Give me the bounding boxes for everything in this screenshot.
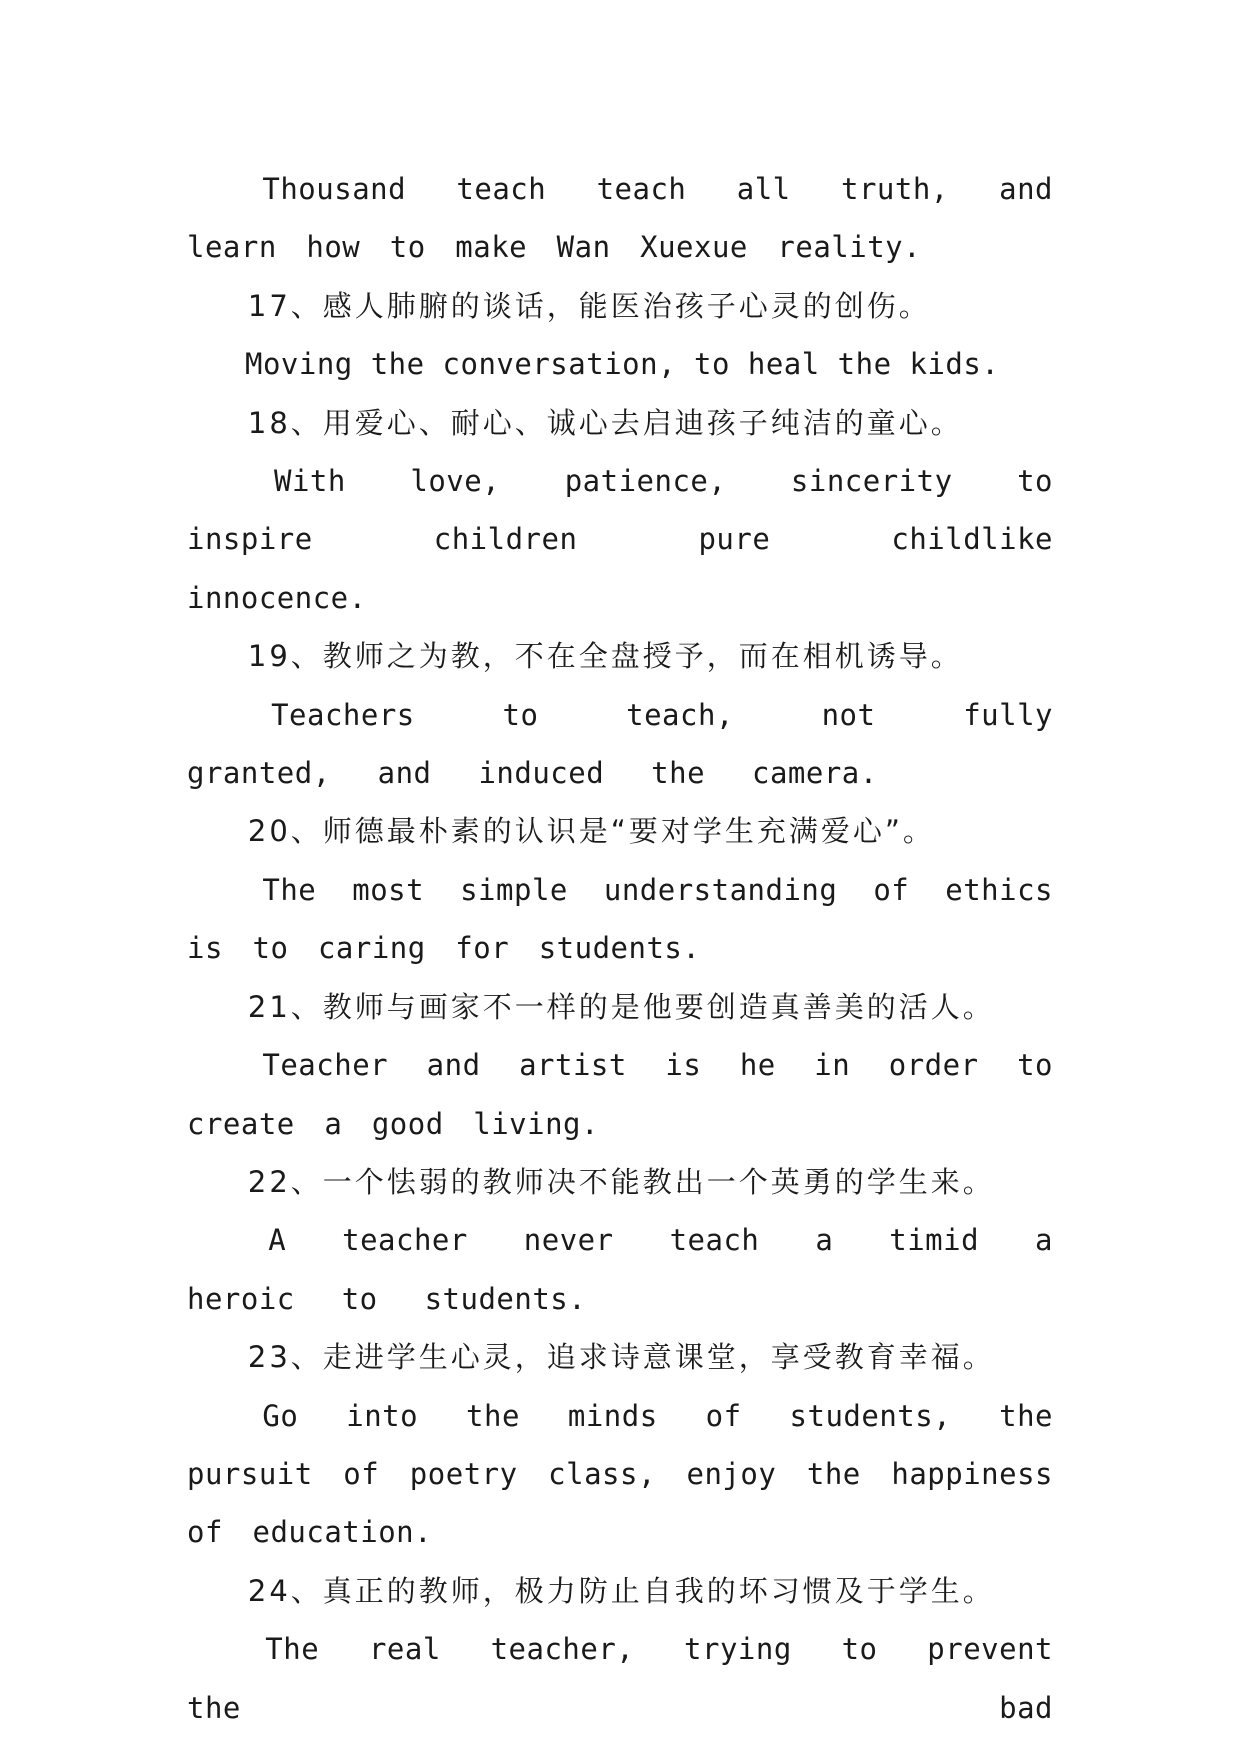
chinese-paragraph: 21、教师与画家不一样的是他要创造真善美的活人。 bbox=[247, 989, 995, 1024]
english-paragraph: Moving the conversation, to heal the kids. bbox=[245, 347, 1000, 382]
chinese-paragraph: 20、师德最朴素的认识是“要对学生充满爱心”。 bbox=[247, 814, 935, 849]
chinese-paragraph: 18、用爱心、耐心、诚心去启迪孩子纯洁的童心。 bbox=[247, 405, 963, 440]
english-paragraph: Teachers to teach, not fully granted, and induced the camera. bbox=[187, 697, 1053, 791]
english-paragraph: A teacher never teach a timid a heroic to students. bbox=[187, 1223, 1053, 1316]
english-paragraph: The most simple understanding of ethics is to caring for students. bbox=[187, 872, 1053, 966]
chinese-paragraph: 17、感人肺腑的谈话，能医治孩子心灵的创伤。 bbox=[247, 288, 931, 323]
english-paragraph: With love, patience, sincerity to inspire children pure childlike innocence. bbox=[187, 464, 1053, 615]
english-paragraph: The real teacher, trying to prevent the bad bbox=[187, 1632, 1053, 1725]
chinese-paragraph: 22、一个怯弱的教师决不能教出一个英勇的学生来。 bbox=[247, 1164, 995, 1199]
english-paragraph: Teacher and artist is he in order to create a good living. bbox=[187, 1048, 1053, 1141]
chinese-paragraph: 23、走进学生心灵，追求诗意课堂，享受教育幸福。 bbox=[247, 1340, 995, 1375]
document-body bbox=[187, 160, 1053, 1737]
chinese-paragraph: 19、教师之为教，不在全盘授予，而在相机诱导。 bbox=[247, 639, 963, 674]
chinese-paragraph: 24、真正的教师，极力防止自我的坏习惯及于学生。 bbox=[247, 1573, 995, 1608]
english-paragraph: Thousand teach teach all truth, and learn how to make Wan Xuexue reality. bbox=[187, 172, 1053, 265]
english-paragraph: Go into the minds of students, the pursuit of poetry class, enjoy the happiness of education. bbox=[187, 1398, 1053, 1550]
